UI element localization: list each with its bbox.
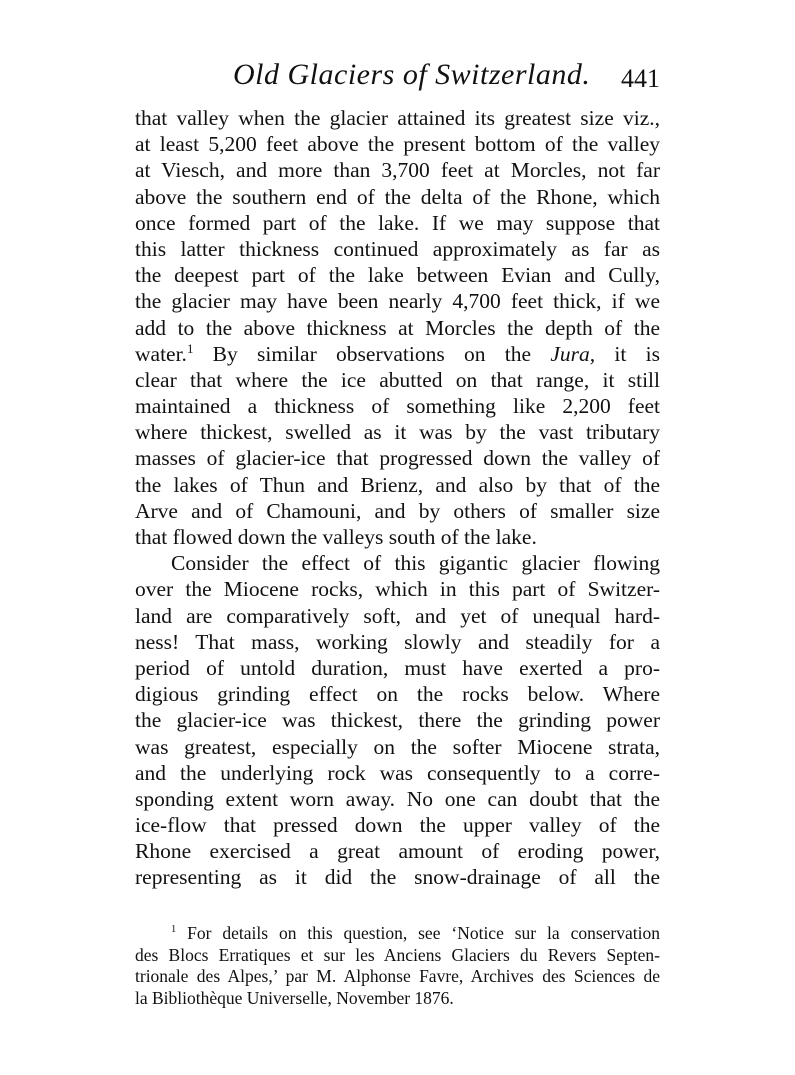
body-line: above the southern end of the delta of the Rhone, which bbox=[135, 184, 660, 209]
body-line: the glacier-ice was thickest, there the grinding power bbox=[135, 708, 660, 733]
body-line: Rhone exercised a great amount of eroding power, bbox=[135, 839, 660, 864]
body-line: add to the above thickness at Morcles the depth of the bbox=[135, 315, 660, 340]
body-line: at Viesch, and more than 3,700 feet at Morcles, not far bbox=[135, 158, 660, 183]
body-line: clear that where the ice abutted on that range, it still bbox=[135, 367, 660, 392]
body-line: once formed part of the lake. If we may suppose that bbox=[135, 210, 660, 235]
running-title: Old Glaciers of Switzerland. bbox=[233, 58, 591, 91]
body-line: the lakes of Thun and Brienz, and also by that of the bbox=[135, 472, 660, 497]
body-line: land are comparatively soft, and yet of unequal hard- bbox=[135, 603, 660, 628]
body-line: where thickest, swelled as it was by the vast tributary bbox=[135, 420, 660, 445]
body-line: masses of glacier-ice that progressed down the valley of bbox=[135, 446, 660, 471]
footnote-line bbox=[135, 923, 660, 945]
body-line: sponding extent worn away. No one can doubt that the bbox=[135, 786, 660, 811]
footnote-line: des Blocs Erratiques et sur les Anciens Glaciers du Revers Septen- bbox=[135, 944, 660, 965]
body-line: was greatest, especially on the softer Miocene strata, bbox=[135, 734, 660, 759]
body-line-with-footnote-ref bbox=[135, 341, 660, 367]
body-text-segment: it is bbox=[595, 341, 660, 366]
body-line: ice-flow that pressed down the upper valley of the bbox=[135, 813, 660, 838]
body-line: digious grinding effect on the rocks below. Where bbox=[135, 682, 660, 707]
body-line: at least 5,200 feet above the present bottom of the valley bbox=[135, 132, 660, 157]
body-line: that valley when the glacier attained its greatest size viz., bbox=[135, 106, 660, 130]
body-line: maintained a thickness of something like 2,200 feet bbox=[135, 394, 660, 419]
body-text bbox=[135, 105, 660, 891]
body-line: period of untold duration, must have exerted a pro- bbox=[135, 655, 660, 680]
body-line: the glacier may have been nearly 4,700 feet thick, if we bbox=[135, 289, 660, 314]
footnote-line: la Bibliothèque Universelle, November 1876. bbox=[135, 988, 454, 1009]
body-text-segment: water. bbox=[135, 341, 187, 366]
running-head bbox=[135, 58, 660, 98]
body-text-segment: By similar observations on the bbox=[193, 341, 551, 366]
body-line: the deepest part of the lake between Evian and Cully, bbox=[135, 263, 660, 288]
body-line: and the underlying rock was consequently to a corre- bbox=[135, 760, 660, 785]
body-line: representing as it did the snow-drainage of all the bbox=[135, 865, 660, 890]
paragraph-end-line: that flowed down the valleys south of the lake. bbox=[135, 525, 537, 549]
footnote-text: For details on this question, see ‘Notice sur la conservation bbox=[187, 923, 660, 943]
footnote-marker: 1 bbox=[171, 924, 177, 936]
page-number: 441 bbox=[621, 64, 660, 93]
body-line: Arve and of Chamouni, and by others of smaller size bbox=[135, 498, 660, 523]
italic-term: Jura, bbox=[550, 341, 596, 366]
footnote-reference: 1 bbox=[186, 341, 194, 356]
paragraph-start-line: Consider the effect of this gigantic glacier flowing bbox=[171, 551, 660, 576]
body-line: ness! That mass, working slowly and steadily for a bbox=[135, 629, 660, 654]
body-line: over the Miocene rocks, which in this part of Switzer- bbox=[135, 577, 660, 602]
footnote-line: trionale des Alpes,’ par M. Alphonse Favre, Archives des Sciences de bbox=[135, 966, 660, 987]
footnote bbox=[135, 923, 660, 1010]
body-line: this latter thickness continued approximately as far as bbox=[135, 236, 660, 261]
